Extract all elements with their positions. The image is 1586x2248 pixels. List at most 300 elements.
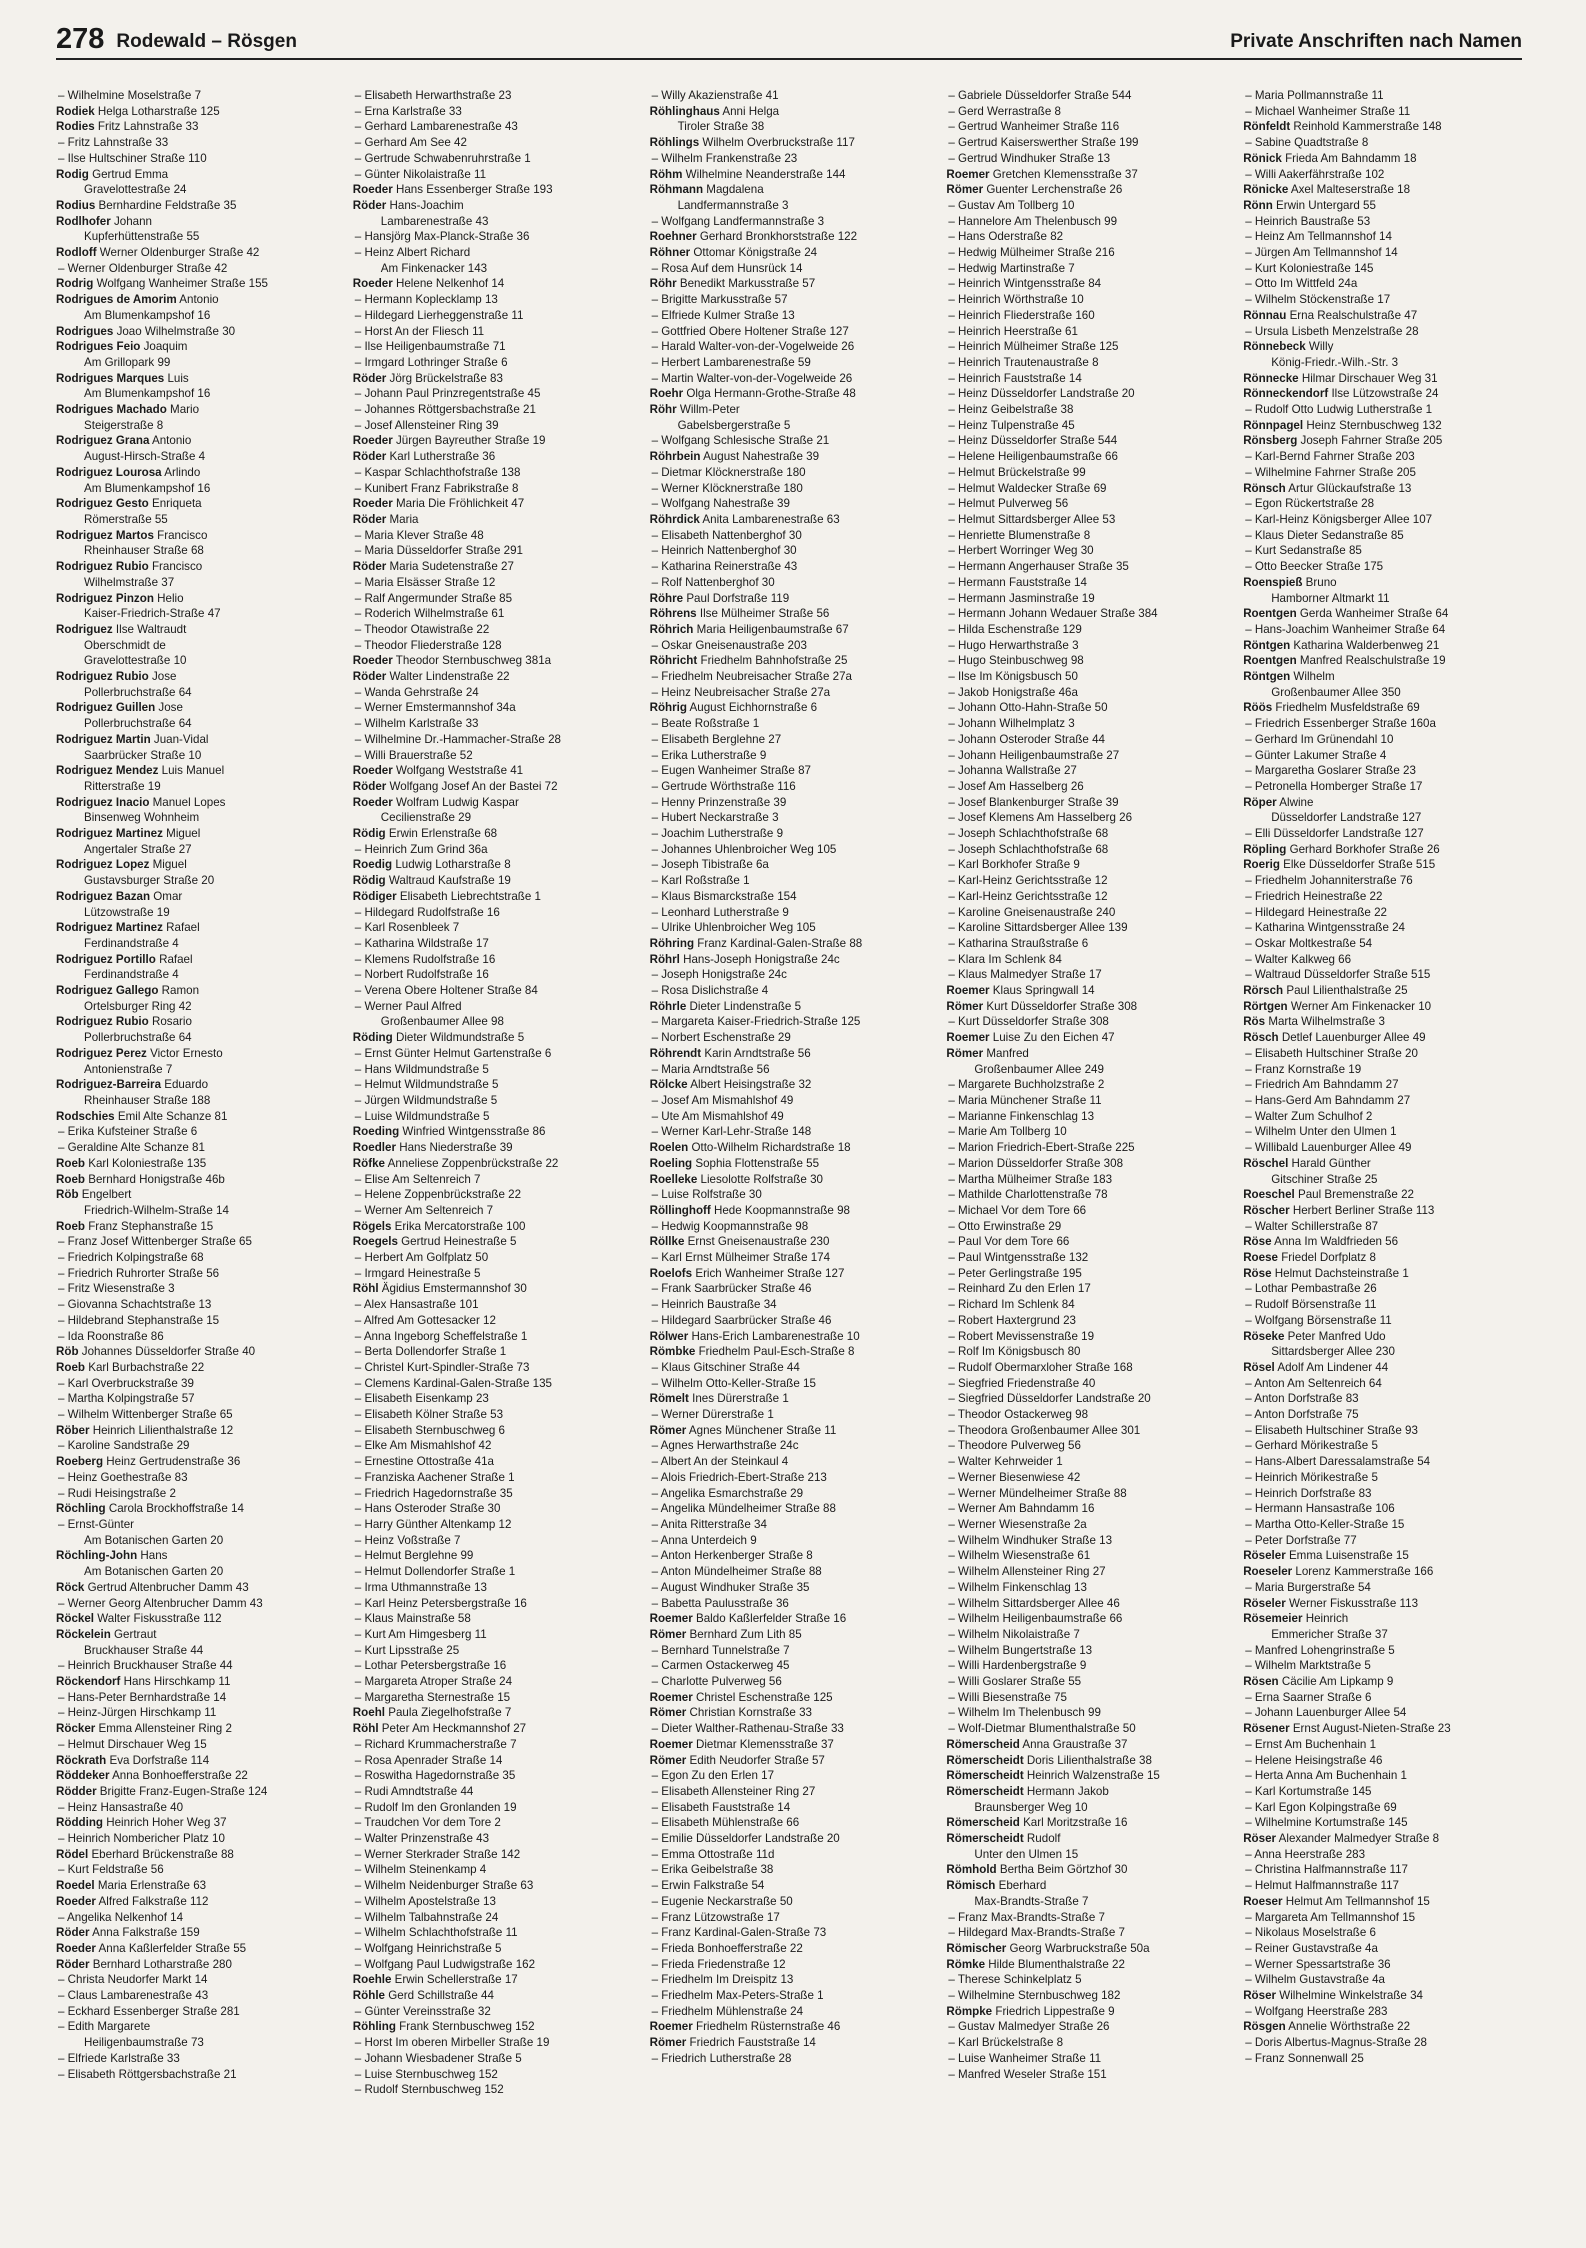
entry-surname: Römer [946,1046,984,1060]
directory-entry: Pollerbruchstraße 64 [84,717,192,731]
directory-entry: Roemer Klaus Springwall 14 [946,984,1095,998]
entry-surname: Röder [352,198,387,212]
entry-surname: Röhre [649,591,684,605]
directory-entry: – Klemens Rudolfstraße 16 [354,952,496,966]
directory-entry: – Anton Dorfstraße 83 [1245,1392,1359,1406]
section-title: Private Anschriften nach Namen [1230,31,1522,53]
entry-surname: Rönicke [1243,183,1289,197]
directory-entry: Rösgen Annelie Wörthstraße 22 [1243,2020,1411,2034]
directory-entry: Roemer Baldo Kaßlerfelder Straße 16 [649,1612,847,1626]
directory-entry: – Gertrude Schwabenruhrstraße 1 [354,151,531,165]
entry-surname: Rodrigues Feio [56,340,141,354]
directory-entry: – Waltraud Düsseldorfer Straße 515 [1245,968,1431,982]
directory-entry: Roehle Erwin Schellerstraße 17 [352,1973,518,1987]
directory-entry: Römer Friedrich Fauststraße 14 [649,2036,816,2050]
directory-entry: – Friedhelm Max-Peters-Straße 1 [651,1989,824,2003]
directory-entry: Römisch Eberhard [946,1879,1047,1893]
directory-entry: – Katharina Wildstraße 17 [354,936,489,950]
directory-entry: – Werner Wiesenstraße 2a [948,1517,1087,1531]
directory-entry: Römelt Ines Dürerstraße 1 [649,1392,789,1406]
directory-entry: – Gerd Werrastraße 8 [948,104,1061,118]
listing-column-1 [56,88,339,2228]
directory-entry: – Helmut Halfmannstraße 117 [1245,1879,1399,1893]
directory-entry: Rodius Bernhardine Feldstraße 35 [56,198,237,212]
directory-entry: Röchling Carola Brockhoffstraße 14 [56,1502,244,1516]
entry-surname: Roemer [649,1612,693,1626]
directory-entry: – Gustav Am Tollberg 10 [948,198,1075,212]
entry-surname: Roenspieß [1243,575,1303,589]
directory-entry: Roeb Karl Burbachstraße 22 [56,1360,205,1374]
entry-surname: Römpke [946,2004,993,2018]
directory-entry: Rodriguez Rubio Rosario [56,1015,192,1029]
directory-entry: Großenbaumer Allee 98 [380,1015,504,1029]
directory-entry: – Ursula Lisbeth Menzelstraße 28 [1245,324,1419,338]
entry-surname: Röckendorf [56,1675,121,1689]
directory-entry: – Karoline Gneisenaustraße 240 [948,905,1116,919]
entry-surname: Röpling [1243,842,1287,856]
directory-entry: Rölwer Hans-Erich Lambarenestraße 10 [649,1329,860,1343]
entry-surname: Röhmann [649,183,704,197]
entry-surname: Rödder [56,1784,97,1798]
entry-surname: Römerscheidt [946,1753,1024,1767]
directory-entry: – Ernst Am Buchenhain 1 [1245,1737,1377,1751]
directory-entry: – Karl Borkhofer Straße 9 [948,858,1080,872]
directory-entry: Roeb Karl Koloniestraße 135 [56,1156,207,1170]
directory-entry: Rösener Ernst August-Nieten-Straße 23 [1243,1722,1451,1736]
directory-entry: Gitschiner Straße 25 [1271,1172,1378,1186]
directory-entry: – Bernhard Tunnelstraße 7 [651,1643,790,1657]
directory-entry: Röhring Franz Kardinal-Galen-Straße 88 [649,936,863,950]
directory-entry: – Wilhelm Frankenstraße 23 [651,151,798,165]
directory-entry: – Wilhelm Otto-Keller-Straße 15 [651,1376,816,1390]
entry-surname: Röckel [56,1612,95,1626]
entry-surname: Röschel [1243,1156,1289,1170]
directory-entry: – Luise Rolfstraße 30 [651,1188,762,1202]
directory-entry: – Wanda Gehrstraße 24 [354,685,479,699]
directory-entry: Gravelottestraße 10 [84,654,187,668]
directory-entry: – Theodor Fliederstraße 128 [354,638,502,652]
directory-entry: – Johanna Wallstraße 27 [948,764,1077,778]
directory-entry: Röcker Emma Allensteiner Ring 2 [56,1722,232,1736]
entry-surname: Römisch [946,1879,996,1893]
directory-entry: – Therese Schinkelplatz 5 [948,1973,1082,1987]
entry-surname: Roeb [56,1219,85,1233]
entry-surname: Rönnpagel [1243,418,1304,432]
directory-entry: Römke Hilde Blumenthalstraße 22 [946,1957,1125,1971]
directory-entry: – Günter Vereinsstraße 32 [354,2004,491,2018]
directory-entry: – Elisabeth Nattenberghof 30 [651,528,802,542]
directory-entry: – Angelika Mündelheimer Straße 88 [651,1502,836,1516]
directory-entry: Rönneckendorf Ilse Lützowstraße 24 [1243,387,1439,401]
entry-surname: Rodrig [56,277,94,291]
directory-entry: – Henny Prinzenstraße 39 [651,795,787,809]
directory-entry: – Marianne Finkenschlag 13 [948,1109,1095,1123]
listing-column-2 [353,88,636,2228]
directory-entry: – Carmen Ostackerweg 45 [651,1659,790,1673]
entry-surname: Rösel [1243,1360,1275,1374]
directory-entry: Röder Anna Falkstraße 159 [56,1926,200,1940]
entry-surname: Rodriguez [56,622,113,636]
entry-surname: Römer [649,1423,687,1437]
directory-entry: Rodrigues Feio Joaquim [56,340,188,354]
directory-entry: Römerscheidt Heinrich Walzenstraße 15 [946,1769,1160,1783]
directory-entry: – Siegfried Friedenstraße 40 [948,1376,1096,1390]
directory-entry: Großenbaumer Allee 249 [974,1062,1104,1076]
directory-entry: Am Finkenacker 143 [380,261,488,275]
directory-entry: Röhrich Maria Heiligenbaumstraße 67 [649,622,849,636]
directory-entry: – Wolfgang Heinrichstraße 5 [354,1941,502,1955]
entry-surname: Römer [649,1753,687,1767]
directory-entry: Röös Friedhelm Musfeldstraße 69 [1243,701,1420,715]
directory-entry: Rodriguez Inacio Manuel Lopes [56,795,226,809]
directory-entry: – Anton Herkenberger Straße 8 [651,1549,813,1563]
directory-entry: Roeseler Lorenz Kammerstraße 166 [1243,1565,1434,1579]
entry-surname: Röös [1243,701,1273,715]
entry-surname: Roemer [946,984,990,998]
directory-entry: – Werner Karl-Lehr-Straße 148 [651,1125,812,1139]
directory-entry: – Klaus Bismarckstraße 154 [651,889,797,903]
directory-entry: – Eugenie Neckarstraße 50 [651,1894,793,1908]
entry-surname: Röder [352,512,387,526]
directory-entry: – Werner Sterkrader Straße 142 [354,1847,521,1861]
directory-entry: – Peter Gerlingstraße 195 [948,1266,1082,1280]
directory-entry: – Maria Elsässer Straße 12 [354,575,496,589]
directory-entry: – Helmut Pulverweg 56 [948,497,1069,511]
directory-entry: – Kunibert Franz Fabrikstraße 8 [354,481,519,495]
directory-entry: – Wilhelm Stöckenstraße 17 [1245,293,1391,307]
directory-entry: Röper Alwine [1243,795,1314,809]
directory-entry: – Kurt Düsseldorfer Straße 308 [948,1015,1109,1029]
directory-entry: – Maria Düsseldorfer Straße 291 [354,544,523,558]
directory-entry: Roeder Hans Essenberger Straße 193 [352,183,553,197]
directory-entry: – Margaretha Sternestraße 15 [354,1690,511,1704]
entry-surname: Rodschies [56,1109,115,1123]
listing-column-5 [1243,88,1526,2228]
entry-surname: Rodriguez Rubio [56,1015,149,1029]
directory-entry: – Karl-Heinz Gerichtsstraße 12 [948,874,1108,888]
page-number: 278 [56,23,105,55]
directory-entry: Roeding Winfried Wintgensstraße 86 [352,1125,546,1139]
entry-surname: Rodriguez Gesto [56,497,149,511]
directory-entry: Rodriguez Rubio Jose [56,670,177,684]
directory-entry: – Clemens Kardinal-Galen-Straße 135 [354,1376,552,1390]
directory-entry: – Josef Am Hasselberg 26 [948,779,1084,793]
entry-surname: Römhold [946,1863,997,1877]
directory-entry: – Margareta Am Tellmannshof 15 [1245,1910,1416,1924]
directory-entry: – Christel Kurt-Spindler-Straße 73 [354,1360,530,1374]
directory-entry: Rösch Detlef Lauenburger Allee 49 [1243,1031,1426,1045]
directory-entry: – Hedwig Koopmannstraße 98 [651,1219,809,1233]
directory-entry: – Heinrich Nombericher Platz 10 [58,1832,225,1846]
directory-entry: – Kurt Feldstraße 56 [58,1863,164,1877]
directory-entry: Am Botanischen Garten 20 [84,1533,224,1547]
entry-surname: Römerscheidt [946,1769,1024,1783]
directory-entry: – Wilhelm Nikolaistraße 7 [948,1627,1080,1641]
directory-entry: Rodriguez Grana Antonio [56,434,192,448]
directory-entry: – Claus Lambarenestraße 43 [58,1989,209,2003]
directory-entry: Röckelein Gertraut [56,1627,157,1641]
entry-surname: Rödding [56,1816,104,1830]
entry-surname: Roedler [352,1141,396,1155]
directory-entry: – Petronella Homberger Straße 17 [1245,779,1423,793]
directory-entry: Kupferhüttenstraße 55 [84,230,200,244]
entry-surname: Röhling [352,2020,396,2034]
directory-entry: – Oskar Moltkestraße 54 [1245,936,1373,950]
running-head: Rodewald – Rösgen [116,31,297,53]
directory-entry: – Frieda Bonhoefferstraße 22 [651,1941,803,1955]
directory-entry: – Johannes Uhlenbroicher Weg 105 [651,842,837,856]
directory-entry: Röser Wilhelmine Winkelstraße 34 [1243,1989,1423,2003]
directory-entry: – Heinrich Dorfstraße 83 [1245,1486,1372,1500]
directory-entry: Rönnecke Hilmar Dirschauer Weg 31 [1243,371,1438,385]
directory-entry: – Marion Düsseldorfer Straße 308 [948,1156,1124,1170]
entry-surname: Röhrle [649,999,687,1013]
directory-entry: Röckrath Eva Dorfstraße 114 [56,1753,210,1767]
directory-entry: Röhrbein August Nahestraße 39 [649,450,820,464]
directory-entry: – Gabriele Düsseldorfer Straße 544 [948,89,1132,102]
directory-entry: – Hans-Joachim Wanheimer Straße 64 [1245,622,1446,636]
directory-entry: – Erika Lutherstraße 9 [651,748,767,762]
directory-entry: – Anton Mündelheimer Straße 88 [651,1565,822,1579]
directory-entry: – Elisabeth Sternbuschweg 6 [354,1423,505,1437]
directory-entry: – Joseph Schlachthofstraße 68 [948,827,1109,841]
directory-entry: – Hans Osteroder Straße 30 [354,1502,501,1516]
directory-entry: – Josef Allensteiner Ring 39 [354,418,499,432]
directory-entry: – Wilhelm Wiesenstraße 61 [948,1549,1091,1563]
directory-entry: Rodriguez Pinzon Helio [56,591,184,605]
directory-entry: – Karl Overbruckstraße 39 [58,1376,194,1390]
directory-entry: Rodriguez Portillo Rafael [56,952,193,966]
directory-entry: Römerscheidt Rudolf [946,1832,1061,1846]
entry-surname: Rodiek [56,104,95,118]
entry-surname: Rodriguez Martin [56,732,151,746]
directory-entry: – Wilhelm Marktstraße 5 [1245,1659,1371,1673]
directory-entry: Rönnebeck Willy [1243,340,1334,354]
directory-entry: – Heinrich Fauststraße 14 [948,371,1082,385]
entry-surname: Röhl [352,1282,379,1296]
directory-entry: – Heinz Hansastraße 40 [58,1800,184,1814]
directory-entry: Röckendorf Hans Hirschkamp 11 [56,1675,231,1689]
directory-entry: – Norbert Eschenstraße 29 [651,1031,791,1045]
directory-entry: Roemer Friedhelm Rüsternstraße 46 [649,2020,841,2034]
entry-surname: Rölwer [649,1329,689,1343]
directory-entry: Lützowstraße 19 [84,905,170,919]
directory-entry: Römischer Georg Warbruckstraße 50a [946,1941,1150,1955]
entry-surname: Roeder [352,183,393,197]
entry-surname: Roeling [649,1156,693,1170]
entry-surname: Rodriguez Martinez [56,827,163,841]
entry-surname: Röhrendt [649,1046,702,1060]
directory-entry: – Jürgen Wildmundstraße 5 [354,1094,498,1107]
entry-surname: Röse [1243,1266,1272,1280]
entry-surname: Roelleke [649,1172,698,1186]
directory-entry: – Werner Emstermannshof 34a [354,701,516,715]
directory-entry: – Martha Kolpingstraße 57 [58,1392,195,1406]
directory-entry: – Berta Dollendorfer Straße 1 [354,1345,507,1359]
directory-entry: – Werner Oldenburger Straße 42 [58,261,228,275]
directory-entry: Römerscheidt Doris Lilienthalstraße 38 [946,1753,1152,1767]
directory-entry: – Hermann Hansastraße 106 [1245,1502,1395,1516]
directory-entry: – Rosa Auf dem Hunsrück 14 [651,261,803,275]
directory-entry: – Karl Egon Kolpingstraße 69 [1245,1800,1397,1814]
directory-entry: – Heinrich Trautenaustraße 8 [948,355,1099,369]
directory-entry: Röb Engelbert [56,1188,132,1202]
directory-entry: – Wilhelm Steinenkamp 4 [354,1863,487,1877]
directory-entry: – Werner Dürerstraße 1 [651,1408,774,1422]
directory-entry: Rögels Erika Mercatorstraße 100 [352,1219,526,1233]
directory-entry: Rodriguez Mendez Luis Manuel [56,764,225,778]
directory-entry: – Erika Geibelstraße 38 [651,1863,774,1877]
directory-entry: Am Botanischen Garten 20 [84,1565,224,1579]
directory-entry: – Helmut Waldecker Straße 69 [948,481,1107,495]
directory-entry: Roeschel Paul Bremenstraße 22 [1243,1188,1414,1202]
directory-entry: – Heinz Neubreisacher Straße 27a [651,685,831,699]
directory-entry: – Heinrich Mörikestraße 5 [1245,1470,1378,1484]
entry-surname: Rönn [1243,198,1273,212]
directory-entry: Röhricht Friedhelm Bahnhofstraße 25 [649,654,848,668]
entry-surname: Röseler [1243,1549,1286,1563]
directory-entry: Röseler Werner Fiskusstraße 113 [1243,1596,1419,1610]
directory-entry: – Wolfgang Landfermannstraße 3 [651,214,825,228]
directory-entry: Rödig Waltraud Kaufstraße 19 [352,874,511,888]
directory-entry: – Heinrich Baustraße 34 [651,1298,777,1312]
entry-surname: Röhr [649,277,677,291]
directory-entry: – Anton Am Seltenreich 64 [1245,1376,1382,1390]
directory-entry: – Klaus Dieter Sedanstraße 85 [1245,528,1404,542]
entry-surname: Rodriguez Portillo [56,952,156,966]
directory-entry: – Gertrud Kaiserswerther Straße 199 [948,136,1139,150]
directory-entry: Rodriguez Rubio Francisco [56,560,203,574]
entry-surname: Rodriguez Bazan [56,889,151,903]
directory-entry: – Friedrich Essenberger Straße 160a [1245,717,1436,731]
directory-entry: – Hermann Fauststraße 14 [948,575,1087,589]
entry-surname: Röhm [649,167,683,181]
directory-entry: Römer Kurt Düsseldorfer Straße 308 [946,999,1138,1013]
entry-surname: Römke [946,1957,986,1971]
directory-entry: – Heinrich Mülheimer Straße 125 [948,340,1119,354]
directory-entry: – Harry Günther Altenkamp 12 [354,1517,512,1531]
directory-entry: – Jürgen Am Tellmannshof 14 [1245,246,1398,260]
directory-entry: – Frank Saarbrücker Straße 46 [651,1282,812,1296]
directory-entry: – Werner Am Seltenreich 7 [354,1203,494,1217]
directory-entry: – Hildegard Heinestraße 22 [1245,905,1387,919]
directory-entry: – Hansjörg Max-Planck-Straße 36 [354,230,530,244]
directory-entry: – Christina Halfmannstraße 117 [1245,1863,1409,1877]
directory-entry: Roeder Maria Die Fröhlichkeit 47 [352,497,525,511]
directory-entry: – Wilhelmine Dr.-Hammacher-Straße 28 [354,732,561,746]
entry-surname: Roeder [352,795,393,809]
directory-entry: Roeb Bernhard Honigstraße 46b [56,1172,225,1186]
directory-entry: – Rudolf Im den Gronlanden 19 [354,1800,517,1814]
directory-entry: – Heinrich Fliederstraße 160 [948,308,1095,322]
entry-surname: Rösen [1243,1675,1279,1689]
directory-entry: – Werner Spessartstraße 36 [1245,1957,1391,1971]
directory-entry: – Heinz Tulpenstraße 45 [948,418,1075,432]
directory-entry: – Theodore Pulverweg 56 [948,1439,1081,1453]
directory-entry: – Hannelore Am Thelenbusch 99 [948,214,1118,228]
directory-entry: Binsenweg Wohnheim [84,811,200,825]
directory-entry: – Karl Kortumstraße 145 [1245,1784,1372,1798]
entry-surname: Roeding [352,1125,400,1139]
directory-entry: Röchling-John Hans [56,1549,168,1563]
directory-entry: Großenbaumer Allee 350 [1271,685,1401,699]
directory-entry: – Brigitte Markusstraße 57 [651,293,788,307]
directory-entry: – Peter Dorfstraße 77 [1245,1533,1357,1547]
directory-entry: Roentgen Gerda Wanheimer Straße 64 [1243,607,1449,621]
entry-surname: Rodriguez Inacio [56,795,150,809]
directory-entry: Sittardsberger Allee 230 [1271,1345,1395,1359]
directory-entry: – Christa Neudorfer Markt 14 [58,1973,208,1987]
directory-entry: – Ida Roonstraße 86 [58,1329,164,1343]
directory-entry: – Marie Am Tollberg 10 [948,1125,1067,1139]
directory-entry: Röhle Gerd Schillstraße 44 [352,1989,494,2003]
directory-entry: Friedrich-Wilhelm-Straße 14 [84,1203,229,1217]
directory-entry: – Werner Am Bahndamm 16 [948,1502,1095,1516]
entry-surname: Röllke [649,1235,685,1249]
directory-entry: – Anna Heerstraße 283 [1245,1847,1366,1861]
entry-surname: Röhrich [649,622,694,636]
entry-surname: Römerscheid [946,1816,1020,1830]
directory-entry: Rodriguez Ilse Waltraudt [56,622,187,636]
entry-surname: Rodriguez Guillen [56,701,156,715]
entry-surname: Röck [56,1580,85,1594]
directory-entry: – Rudolf Obermarxloher Straße 168 [948,1360,1133,1374]
entry-surname: Rödel [56,1847,89,1861]
directory-entry: Roemer Dietmar Klemensstraße 37 [649,1737,834,1751]
directory-entry: – Hans Oderstraße 82 [948,230,1064,244]
directory-entry: – Werner Mündelheimer Straße 88 [948,1486,1127,1500]
directory-entry: – Willi Brauerstraße 52 [354,748,473,762]
directory-entry: Kaiser-Friedrich-Straße 47 [84,607,221,621]
directory-entry: Rönsberg Joseph Fahrner Straße 205 [1243,434,1443,448]
directory-entry: Römer Guenter Lerchenstraße 26 [946,183,1123,197]
entry-surname: Roeseler [1243,1565,1293,1579]
directory-entry: Ferdinandstraße 4 [84,936,179,950]
directory-entry: Röseler Emma Luisenstraße 15 [1243,1549,1409,1563]
directory-entry: Roese Friedel Dorfplatz 8 [1243,1251,1376,1265]
directory-entry: – Friedhelm Mühlenstraße 24 [651,2004,804,2018]
directory-entry: – Kurt Koloniestraße 145 [1245,261,1374,275]
directory-entry: – Hildegard Rudolfstraße 16 [354,905,500,919]
directory-entry: – Wilhelmine Sternbuschweg 182 [948,1989,1121,2003]
directory-entry: – Nikolaus Moselstraße 6 [1245,1926,1376,1940]
directory-entry: Röschel Harald Günther [1243,1156,1371,1170]
entry-surname: Römer [946,183,984,197]
directory-entry: – Heinrich Bruckhauser Straße 44 [58,1659,233,1673]
directory-entry: Roeder Jürgen Bayreuther Straße 19 [352,434,546,448]
directory-entry: – Giovanna Schachtstraße 13 [58,1298,212,1312]
directory-entry: – Theodor Otawistraße 22 [354,622,490,636]
directory-entry: – Johann Wilhelmplatz 3 [948,717,1075,731]
directory-entry: – Leonhard Lutherstraße 9 [651,905,789,919]
entry-surname: Rörsch [1243,984,1284,998]
directory-entry: – Siegfried Düsseldorfer Landstraße 20 [948,1392,1151,1406]
entry-surname: Roentgen [1243,607,1297,621]
entry-surname: Roeschel [1243,1188,1295,1202]
directory-entry: Roeser Helmut Am Tellmannshof 15 [1243,1894,1430,1908]
directory-entry: – Walter Schillerstraße 87 [1245,1219,1379,1233]
directory-entry: – Wilhelm Schlachthofstraße 11 [354,1926,518,1940]
directory-entry: – Wilhelm Apostelstraße 13 [354,1894,496,1908]
directory-entry: Röhling Frank Sternbuschweg 152 [352,2020,535,2034]
entry-surname: Röhle [352,1989,386,2003]
directory-entry: – Wilhelm Wittenberger Straße 65 [58,1408,233,1422]
directory-entry: – Elisabeth Fauststraße 14 [651,1800,791,1814]
entry-surname: Roemer [649,1737,693,1751]
directory-entry: Pollerbruchstraße 64 [84,685,192,699]
directory-entry: – Helmut Dirschauer Weg 15 [58,1737,207,1751]
directory-entry: Römer Edith Neudorfer Straße 57 [649,1753,825,1767]
